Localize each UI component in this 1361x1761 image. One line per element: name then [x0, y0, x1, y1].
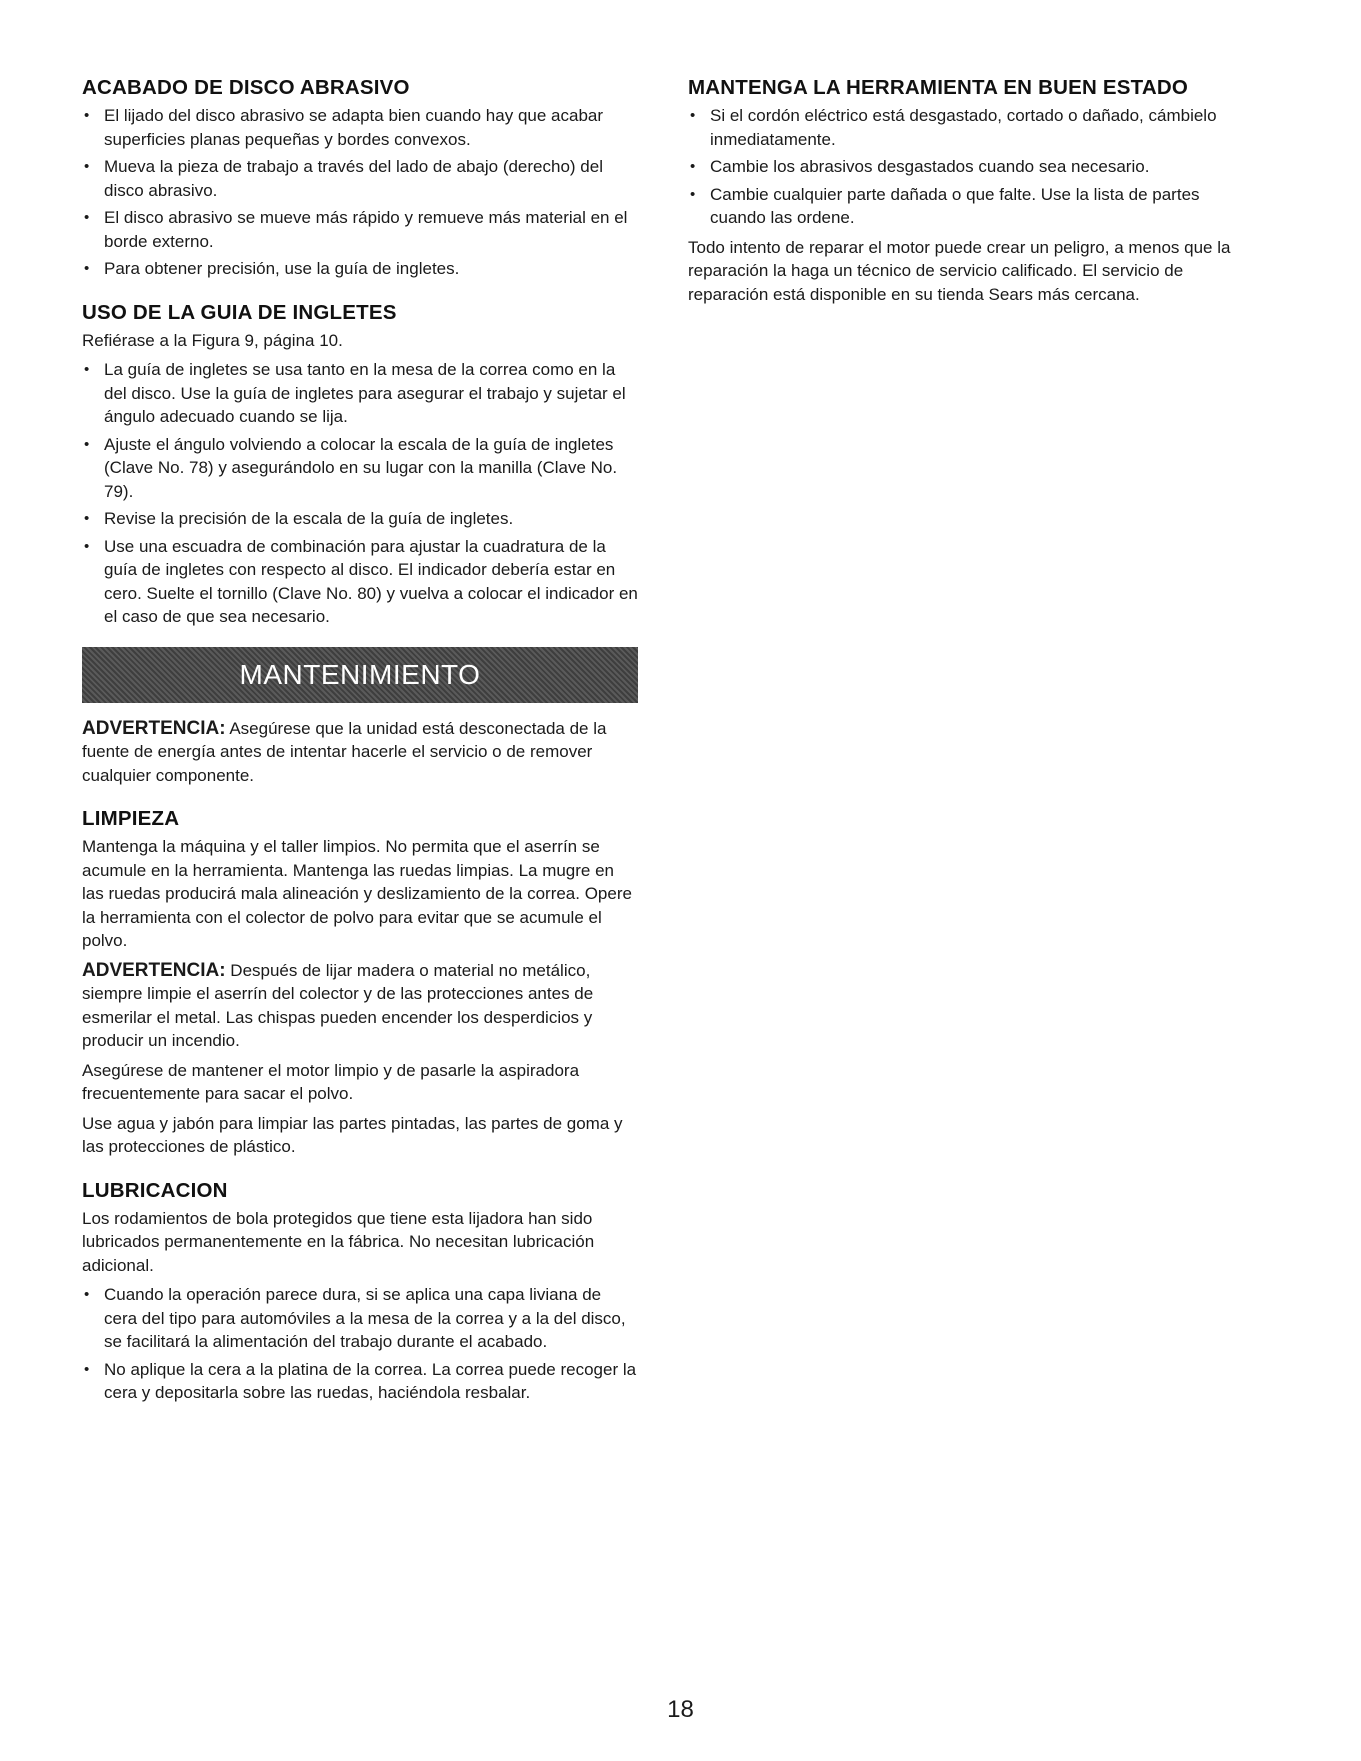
- warning-text: Después de lijar madera o material no metálico, siempre limpie el aserrín del colector y de las protecciones antes de esmerilar el metal. Las chispas pueden encender los desperdicios y producir un incendio.: [82, 960, 594, 1050]
- right-column: [688, 76, 1248, 326]
- page-number: 18: [667, 1696, 694, 1723]
- limpieza-warning: [82, 959, 638, 1053]
- warning-disconnect: [82, 717, 638, 788]
- list-item: • El disco abrasivo se mueve más rápido y remueve más material en el borde externo.: [82, 206, 638, 253]
- list-item: • Mueva la pieza de trabajo a través del lado de abajo (derecho) del disco abrasivo.: [82, 155, 638, 202]
- list-item: • Use una escuadra de combinación para ajustar la cuadratura de la guía de ingletes con respecto al disco. El indicador debería estar en cero. Suelte el tornillo (Clave No. 80) y vuelva a colocar el indicador en el caso de que sea necesario.: [82, 535, 638, 629]
- banner-title: MANTENIMIENTO: [239, 658, 481, 690]
- heading-lubricacion: LUBRICACION: [82, 1178, 228, 1202]
- heading-acabado: ACABADO DE DISCO ABRASIVO: [82, 76, 410, 99]
- section-acabado: [82, 76, 638, 281]
- left-column: [82, 76, 638, 1425]
- warning-label: ADVERTENCIA:: [82, 717, 226, 739]
- warning-text: Asegúrese que la unidad está desconectada de la fuente de energía antes de intentar hacerle el servicio o de remover cualquier componente.: [82, 718, 607, 785]
- list-item: • Si el cordón eléctrico está desgastado, cortado o dañado, cámbielo inmediatamente.: [688, 104, 1248, 151]
- mantenga-paragraph: Todo intento de reparar el motor puede crear un peligro, a menos que la reparación la haga un técnico de servicio calificado. El servicio de reparación está disponible en su tienda Sears más cercana.: [688, 237, 1231, 304]
- limpieza-paragraph-3: Use agua y jabón para limpiar las partes pintadas, las partes de goma y las protecciones de plástico.: [82, 1113, 623, 1156]
- heading-limpieza: LIMPIEZA: [82, 807, 180, 830]
- list-lubricacion: [82, 1283, 638, 1405]
- limpieza-paragraph-1: Mantenga la máquina y el taller limpios. No permita que el aserrín se acumule en la herramienta. Mantenga las ruedas limpias. La mugre en las ruedas producirá mala alineación y deslizamiento de la correa. Opere la herramienta con el colector de polvo para evitar que se acumule el polvo.: [82, 837, 632, 950]
- list-item: • Cambie los abrasivos desgastados cuando sea necesario.: [688, 155, 1248, 179]
- section-uso-guia: [82, 301, 638, 629]
- list-mantenga: [688, 104, 1248, 230]
- heading-mantenga: MANTENGA LA HERRAMIENTA EN BUEN ESTADO: [688, 76, 1188, 99]
- limpieza-paragraph-2: Asegúrese de mantener el motor limpio y de pasarle la aspiradora frecuentemente para sacar el polvo.: [82, 1060, 580, 1103]
- section-mantenga: [688, 76, 1248, 306]
- list-uso-guia: [82, 358, 638, 629]
- list-item: • Cambie cualquier parte dañada o que falte. Use la lista de partes cuando las ordene.: [688, 183, 1248, 230]
- list-item: • No aplique la cera a la platina de la correa. La correa puede recoger la cera y depositarla sobre las ruedas, haciéndola resbalar.: [82, 1358, 638, 1405]
- section-limpieza: [82, 807, 638, 1159]
- section-lubricacion: [82, 1179, 638, 1405]
- heading-uso-guia: USO DE LA GUIA DE INGLETES: [82, 300, 397, 324]
- list-item: • El lijado del disco abrasivo se adapta bien cuando hay que acabar superficies planas pequeñas y bordes convexos.: [82, 104, 638, 151]
- banner-mantenimiento: [82, 647, 638, 703]
- list-item: • Cuando la operación parece dura, si se aplica una capa liviana de cera del tipo para automóviles a la mesa de la correa y a la del disco, se facilitará la alimentación del trabajo durante el acabado.: [82, 1283, 638, 1354]
- list-item: • Ajuste el ángulo volviendo a colocar la escala de la guía de ingletes (Clave No. 78) y asegurándolo en su lugar con la manilla (Clave No. 79).: [82, 433, 638, 504]
- lubricacion-intro: Los rodamientos de bola protegidos que tiene esta lijadora han sido lubricados permanentemente en la fábrica. No necesitan lubricación adicional.: [82, 1208, 595, 1275]
- list-item: • La guía de ingletes se usa tanto en la mesa de la correa como en la del disco. Use la guía de ingletes para asegurar el trabajo y sujetar el ángulo adecuado cuando se lija.: [82, 358, 638, 429]
- uso-guia-intro: Refiérase a la Figura 9, página 10.: [82, 330, 343, 350]
- list-item: • Para obtener precisión, use la guía de ingletes.: [82, 257, 638, 281]
- warning-label: ADVERTENCIA:: [82, 959, 226, 981]
- list-item: • Revise la precisión de la escala de la guía de ingletes.: [82, 507, 638, 531]
- list-acabado: [82, 104, 638, 281]
